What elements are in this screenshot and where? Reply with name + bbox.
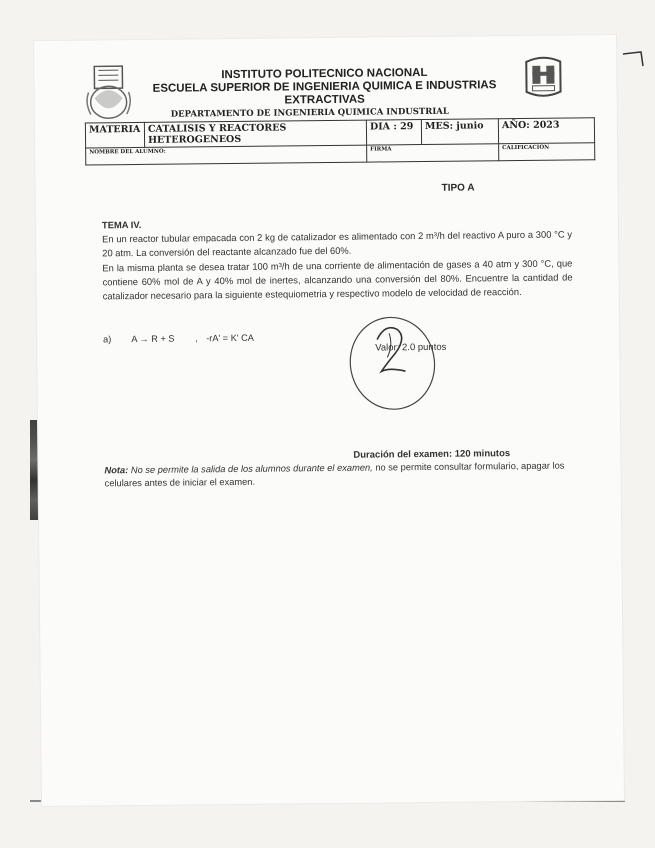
school-name-line2: EXTRACTIVAS [284, 93, 365, 107]
dia-field: DIA : 29 [366, 120, 421, 146]
problem-statement [102, 213, 573, 303]
reaction-stoichiometry: A → R + S [131, 333, 175, 345]
school-name-line1: ESCUELA SUPERIOR DE INGENIERIA QUIMICA E INDUSTRIAS [152, 79, 497, 95]
note-text-italic: No se permite la salida de los alumnos durante el examen, [130, 462, 373, 476]
nombre-alumno-label: NOMBRE DEL ALUMNO: [86, 145, 367, 165]
exam-header-table [85, 117, 595, 165]
item-label: a) [103, 334, 112, 345]
institution-name: INSTITUTO POLITECNICO NACIONAL [221, 66, 428, 82]
mes-field: MES: junio [421, 119, 498, 145]
department-name: DEPARTAMENTO DE INGENIERIA QUIMICA INDUSTRIAL [170, 106, 449, 120]
exam-type: TIPO A [441, 182, 475, 194]
topic-heading: TEMA IV. [101, 218, 142, 231]
institution-header [139, 66, 509, 109]
note-text: no se permite consultar formulario, apagar los celulares antes de iniciar el examen. [104, 460, 565, 489]
problem-paragraph-1: En un reactor tubular empacada con 2 kg de catalizador es alimentado con 2 m³/h del reactivo A puro a 300 °C y 20 atm. La conversión del reactante alcanzado fue del 60%. [102, 228, 573, 259]
exam-sheet [34, 35, 624, 806]
anio-field: AÑO: 2023 [498, 118, 594, 144]
ipn-logo-icon [84, 62, 133, 124]
exam-duration: Duración del examen: 120 minutos [353, 448, 511, 461]
materia-label: MATERIA [85, 122, 144, 148]
problem-paragraph-2: En la misma planta se desea tratar 100 m³/h de una corriente de alimentación de gases a 40 atm y 300 °C, que contiene 60% mol de A y 40% mol de inertes, alcanzando una conversión del 80%. Encuentre la cantidad de catalizador necesario para la siguiente estequiometria y respectivo modelo de velocidad de reacción. [102, 257, 573, 302]
materia-value: CATALISIS Y REACTORES HETEROGENEOS [144, 120, 366, 147]
equation-separator: , [195, 333, 198, 344]
rate-law: -rA' = K' CA [206, 332, 254, 344]
calificacion-label: CALIFICACION [499, 143, 595, 161]
reaction-equation [103, 333, 272, 345]
handwritten-signature [337, 305, 448, 416]
point-value: Valor: 2.0 puntos [375, 341, 447, 354]
corner-mark [621, 50, 645, 68]
esiqie-logo-icon [522, 54, 564, 100]
exam-note [104, 459, 584, 490]
note-label: Nota: [104, 465, 129, 476]
firma-label: FIRMA [367, 144, 499, 162]
